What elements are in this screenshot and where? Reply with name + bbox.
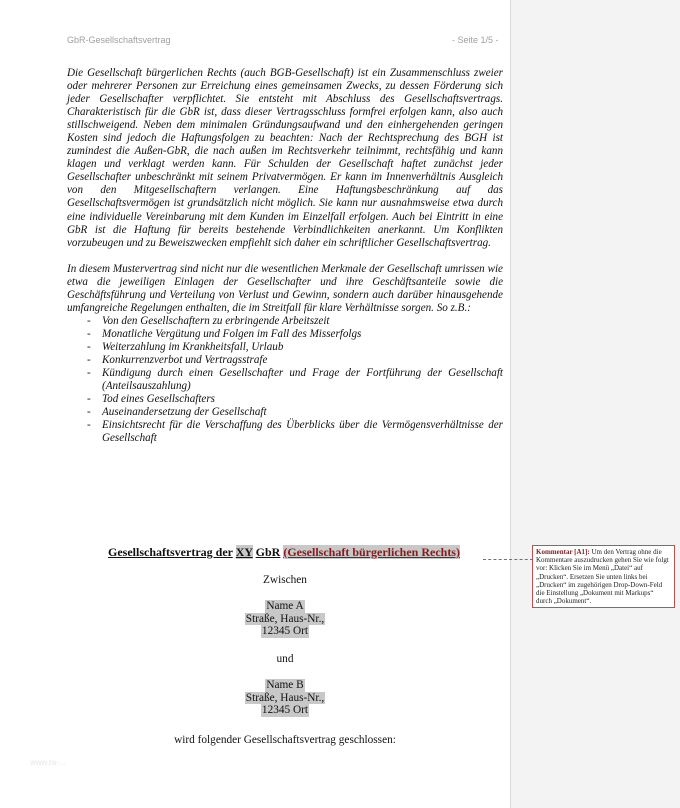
intro-paragraph-1: Die Gesellschaft bürgerlichen Rechts (auch BGB-Gesellschaft) ist ein Zusammenschluss zweier oder mehrerer Personen zur Erreichung eines gemeinsamen Zwecks, zu dessen Förderung sich jeder Gesellschafter verpflichtet. Sie entsteht mit Abschluss des Gesellschaftsvertrags. Charakteristisch für die GbR ist, dass dieser Vertragsschluss formfrei erfolgen kann, also auch stillschweigend. Neben dem minimalen Gründungsaufwand und den einhergehenden geringen Kosten sind jedoch die Haftungsfolgen zu beachten: Nach der Rechtsprechung des BGH ist zumindest die Außen-GbR, die nach außen im Rechtsverkehr teilnimmt, rechtsfähig und kann klagen und verklagt werden kann. Für Schulden der Gesellschaft haftet zunächst jeder Gesellschafter unbeschränkt mit seinem Privatvermögen. Er kann im Innenverhältnis Ausgleich von den Mitgesellschaftern verlangen. Eine Haftungsbeschränkung auf das Gesellschaftsvermögen ist grundsätzlich nicht möglich. Sie kann nur ausnahmsweise etwa durch eine individuelle Vereinbarung mit dem Kunden im Einzelfall erfolgen. Auch bei Eintritt in eine GbR ist die Haftung für bereits bestehende Verbindlichkeiten anerkannt. Um Konflikten vorzubeugen und zu Beweiszwecken empfiehlt sich daher ein schriftlicher Gesellschaftsvertrag. bbox=[67, 67, 503, 249]
closing-sentence: wird folgender Gesellschaftsvertrag geschlossen: bbox=[174, 734, 396, 746]
party-a-street: Straße, Haus-Nr., bbox=[245, 612, 325, 625]
party-a-city: 12345 Ort bbox=[261, 625, 309, 637]
intro-text bbox=[67, 67, 503, 445]
comment-balloon[interactable] bbox=[532, 545, 675, 608]
party-b-block bbox=[0, 679, 570, 717]
contract-title-commented[interactable]: (Gesellschaft bürgerlichen Rechts) bbox=[283, 545, 460, 559]
list-item: - Konkurrenzverbot und Vertragsstrafe bbox=[67, 354, 503, 367]
header-page-number: - Seite 1/5 - bbox=[452, 35, 499, 45]
list-item: - Monatliche Vergütung und Folgen im Fall des Misserfolgs bbox=[67, 328, 503, 341]
party-b-city: 12345 Ort bbox=[261, 704, 309, 716]
list-item: - Von den Gesellschaftern zu erbringende Arbeitszeit bbox=[67, 315, 503, 328]
between-label: Zwischen bbox=[263, 574, 307, 586]
intro-paragraph-2: In diesem Mustervertrag sind nicht nur die wesentlichen Merkmale der Gesellschaft umrissen wie etwa die jeweiligen Einlagen der Gesellschafter und ihre Geschäftsanteile sowie die Geschäftsführung und Verteilung von Verlust und Gewinn, sondern auch darüber hinausgehende umfangreiche Regelungen enthalten, die im Streitfall für klare Verhältnisse sorgen. So z.B.: bbox=[67, 262, 503, 314]
contract-title-xy: XY bbox=[235, 545, 253, 559]
contract-title-main: Gesellschaftsvertrag der bbox=[108, 545, 233, 559]
list-item: - Auseinandersetzung der Gesellschaft bbox=[67, 406, 503, 419]
comment-connector bbox=[483, 559, 533, 560]
contract-title-gbr: GbR bbox=[255, 545, 281, 559]
comment-label: Kommentar [A1]: bbox=[536, 548, 590, 556]
list-item: - Weiterzahlung im Krankheitsfall, Urlaub bbox=[67, 341, 503, 354]
party-b-street: Straße, Haus-Nr., bbox=[245, 691, 325, 704]
party-b-name: Name B bbox=[266, 679, 304, 691]
list-item: - Tod eines Gesellschafters bbox=[67, 393, 503, 406]
feature-list bbox=[67, 315, 503, 445]
and-label: und bbox=[276, 653, 294, 665]
party-a-name: Name A bbox=[266, 600, 304, 612]
faint-footer: www.ra-... bbox=[30, 758, 66, 767]
comment-text: Um den Vertrag ohne die Kommentare auszudrucken gehen Sie wie folgt vor: Klicken Sie im Menü „Datei“ auf „Drucken“. Ersetzen Sie unten links bei „Drucken“ im zugehörigen Drop-Down-Feld die Einstellung „Dokument mit Markups“ durch „Dokument“. bbox=[536, 548, 669, 606]
party-a-block bbox=[0, 600, 570, 638]
header-title: GbR-Gesellschaftsvertrag bbox=[67, 35, 171, 45]
list-item: - Kündigung durch einen Gesellschafter und Frage der Fortführung der Gesellschaft (Anteilsauszahlung) bbox=[67, 367, 503, 393]
list-item: - Einsichtsrecht für die Verschaffung des Überblicks über die Vermögensverhältnisse der Gesellschaft bbox=[67, 419, 503, 445]
contract-title bbox=[0, 545, 568, 560]
